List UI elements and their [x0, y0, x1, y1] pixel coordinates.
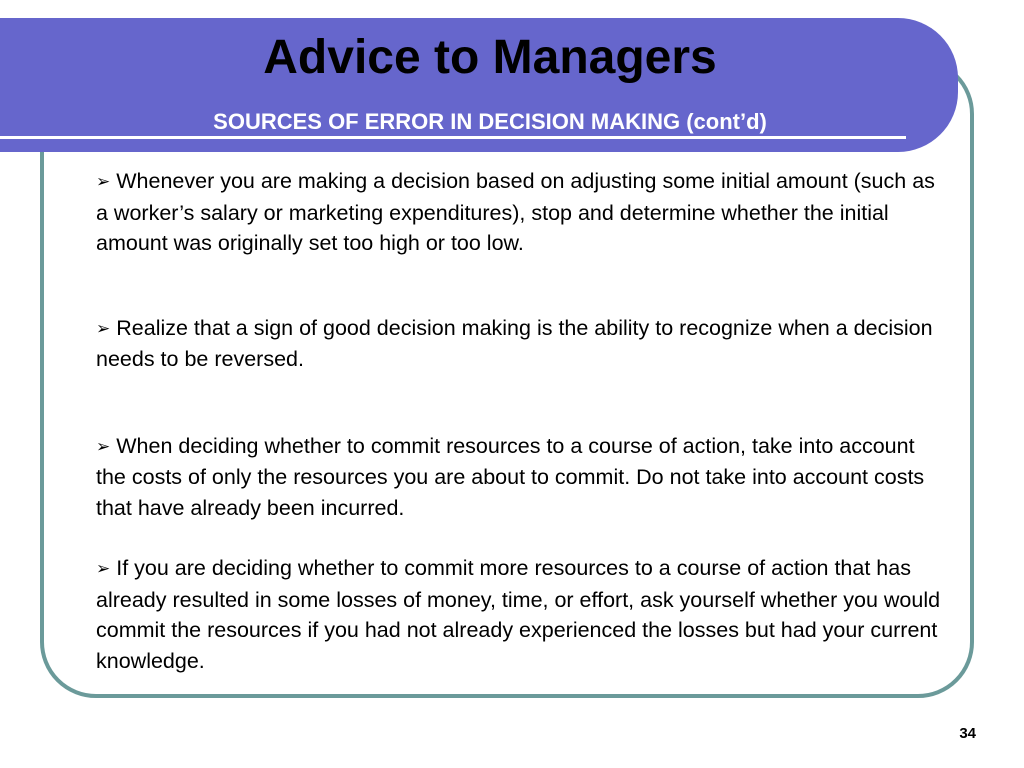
slide-subtitle: SOURCES OF ERROR IN DECISION MAKING (cont’d): [213, 109, 767, 134]
page-number: 34: [959, 725, 976, 742]
slide-title: Advice to Managers: [263, 31, 717, 84]
bullet-item: [96, 313, 946, 375]
arrow-bullet-icon: ➢: [96, 318, 111, 338]
arrow-bullet-icon: ➢: [96, 172, 111, 191]
bullet-text: Whenever you are making a decision based on adjusting some initial amount (such as a worker’s salary or marketing expenditures), stop and determine whether the initial amount was originally set too high or too low.: [96, 169, 935, 255]
bullet-list: [96, 166, 946, 676]
bullet-item: [96, 431, 946, 524]
bullet-text: Realize that a sign of good decision making is the ability to recognize when a decision needs to be reversed.: [96, 315, 933, 371]
bullet-item: [96, 553, 946, 676]
arrow-bullet-icon: ➢: [96, 559, 111, 578]
bullet-text: When deciding whether to commit resources to a course of action, take into account the costs of only the resources you are about to commit. Do not take into account costs that have already been incurred.: [96, 433, 925, 520]
subtitle-underline: [0, 136, 906, 139]
bullet-item: [96, 166, 946, 259]
arrow-bullet-icon: ➢: [96, 436, 111, 456]
bullet-text: If you are deciding whether to commit more resources to a course of action that has already resulted in some losses of money, time, or effort, ask yourself whether you would commit the resources if you had not already experienced the losses but had your current knowledge.: [96, 556, 941, 673]
